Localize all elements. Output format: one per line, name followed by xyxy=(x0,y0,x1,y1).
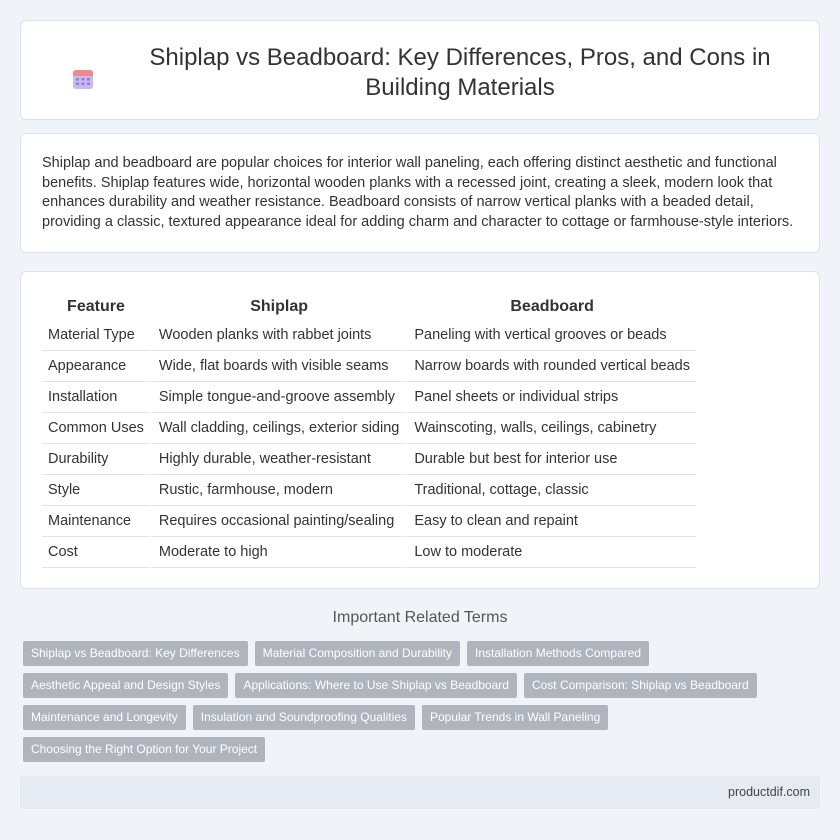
table-row xyxy=(42,475,696,506)
beadboard-cell: Wainscoting, walls, ceilings, cabinetry xyxy=(405,413,696,444)
shiplap-cell: Wooden planks with rabbet joints xyxy=(150,320,405,351)
table-row xyxy=(42,444,696,475)
related-terms-title: Important Related Terms xyxy=(332,609,508,626)
shiplap-cell: Rustic, farmhouse, modern xyxy=(150,475,405,506)
footer xyxy=(20,776,820,809)
shiplap-cell: Moderate to high xyxy=(150,537,405,568)
related-term-tag[interactable]: Insulation and Soundproofing Qualities xyxy=(193,705,415,730)
related-term-tag[interactable]: Shiplap vs Beadboard: Key Differences xyxy=(23,641,248,666)
feature-cell: Material Type xyxy=(42,320,150,351)
shiplap-cell: Requires occasional painting/sealing xyxy=(150,506,405,537)
table-row xyxy=(42,320,696,351)
feature-cell: Installation xyxy=(42,382,150,413)
related-term-tag[interactable]: Popular Trends in Wall Paneling xyxy=(422,705,608,730)
feature-cell: Appearance xyxy=(42,351,150,382)
comparison-table xyxy=(42,294,696,568)
feature-cell: Maintenance xyxy=(42,506,150,537)
table-row xyxy=(42,506,696,537)
feature-cell: Durability xyxy=(42,444,150,475)
table-row xyxy=(42,537,696,568)
page-title: Shiplap vs Beadboard: Key Differences, Pros, and Cons in Building Materials xyxy=(149,44,771,101)
feature-cell: Style xyxy=(42,475,150,506)
related-term-tag[interactable]: Material Composition and Durability xyxy=(255,641,460,666)
table-header-row xyxy=(42,294,696,320)
intro-paragraph: Shiplap and beadboard are popular choices for interior wall paneling, each offering distinct aesthetic and functional benefits. Shiplap features wide, horizontal wooden planks with a recessed joint, creating a sleek, modern look that enhances durability and weather resistance. Beadboard consists of narrow vertical planks with a beaded detail, providing a classic, textured appearance ideal for adding charm and character to cottage or farmhouse-style interiors. xyxy=(42,155,794,230)
related-terms-tags xyxy=(23,641,783,762)
title-card xyxy=(20,20,820,120)
related-term-tag[interactable]: Aesthetic Appeal and Design Styles xyxy=(23,673,228,698)
column-header-beadboard: Beadboard xyxy=(405,294,696,320)
column-header-feature: Feature xyxy=(67,298,125,315)
comparison-card xyxy=(20,271,820,589)
beadboard-cell: Easy to clean and repaint xyxy=(405,506,696,537)
column-header-shiplap: Shiplap xyxy=(150,294,405,320)
beadboard-cell: Low to moderate xyxy=(405,537,696,568)
related-term-tag[interactable]: Choosing the Right Option for Your Project xyxy=(23,737,265,762)
beadboard-cell: Durable but best for interior use xyxy=(405,444,696,475)
beadboard-cell: Traditional, cottage, classic xyxy=(405,475,696,506)
feature-cell: Common Uses xyxy=(42,413,150,444)
beadboard-cell: Panel sheets or individual strips xyxy=(405,382,696,413)
table-row xyxy=(42,382,696,413)
intro-card xyxy=(20,133,820,253)
related-term-tag[interactable]: Maintenance and Longevity xyxy=(23,705,186,730)
related-term-tag[interactable]: Cost Comparison: Shiplap vs Beadboard xyxy=(524,673,757,698)
feature-cell: Cost xyxy=(42,537,150,568)
beadboard-cell: Paneling with vertical grooves or beads xyxy=(405,320,696,351)
shiplap-cell: Wall cladding, ceilings, exterior siding xyxy=(150,413,405,444)
shiplap-cell: Highly durable, weather-resistant xyxy=(150,444,405,475)
shiplap-cell: Wide, flat boards with visible seams xyxy=(150,351,405,382)
related-term-tag[interactable]: Installation Methods Compared xyxy=(467,641,649,666)
footer-site-link[interactable]: productdif.com xyxy=(728,785,810,799)
related-term-tag[interactable]: Applications: Where to Use Shiplap vs Beadboard xyxy=(235,673,516,698)
beadboard-cell: Narrow boards with rounded vertical beads xyxy=(405,351,696,382)
table-row xyxy=(42,351,696,382)
shiplap-cell: Simple tongue-and-groove assembly xyxy=(150,382,405,413)
table-row xyxy=(42,413,696,444)
